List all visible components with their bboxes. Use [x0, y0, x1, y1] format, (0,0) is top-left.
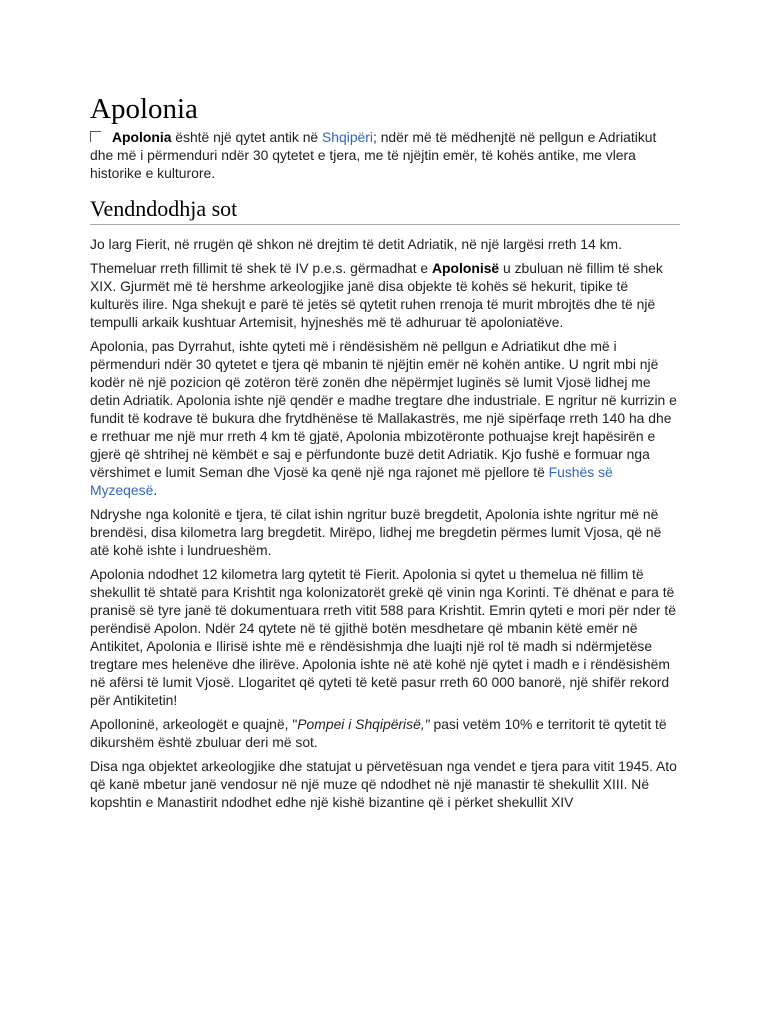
paragraph-5: Apolonia ndodhet 12 kilometra larg qytetit të Fierit. Apolonia si qytet u themelua në fillim të shekullit të shtatë para Krishtit nga kolonizatorët grekë që vinin nga Korinti. Të dhënat e para të pranisë së tyre janë të dokumentuara rreth vitit 588 para Krishtit. Emrin qyteti e mori për nder të perëndisë Apolon. Ndër 24 qytete në të gjithë botën mesdhetare që mbanin këtë emër në Antikitet, Apolonia e Ilirisë ishte më e rëndësishmja dhe luajti një rol të madh si ndërmjetëse tregtare mes helenëve dhe ilirëve. Apolonia ishte në atë kohë një qytet i madh e i rëndësishëm në afërsi të lumit Vjosë. Llogaritet që qyteti të ketë pasur rreth 60 000 banorë, një shifër rekord për Antikitetin!: [90, 566, 676, 708]
p3-text-2: .: [153, 482, 158, 498]
p3-text-1: Apolonia, pas Dyrrahut, ishte qyteti më i rëndësishëm në pellgun e Adriatikut dhe më i përmenduri ndër 30 qytetet e tjera që mbanin të njëjtin emër në kohën antike. U ngrit mbi një kodër në një pozicion që zotëron tërë zonën dhe nëpërmjet luginës së lumit Vjosë lidhej me detin Adriatik. Apolonia ishte një qendër e madhe tregtare dhe industriale. E ngritur në kurrizin e fundit të kodrave të bukura dhe frytdhënëse të Mallakastrës, me një sipërfaqe rreth 140 ha dhe e rrethuar me një mur rreth 4 km të gjatë, Apolonia mbizotëronte pothuajse krejt hapësirën e gjerë që shtrihej në këmbët e saj e përfundonte buzë detit Adriatik. Kjo fushë e formuar nga vërshimet e lumit Seman dhe Vjosë ka qenë një nga rajonet më pjellore të: [90, 338, 677, 480]
broken-image-icon: [90, 131, 101, 142]
p6-text-2: pasi vetëm 10% e territorit të qytetit të dikurshëm është zbuluar deri më sot.: [90, 716, 667, 750]
section-heading: Vendndodhja sot: [90, 196, 680, 225]
intro-paragraph: [90, 128, 680, 182]
p2-text-1: Themeluar rreth fillimit të shek të IV p.e.s. gërmadhat e: [90, 260, 433, 276]
article-content: [90, 92, 680, 817]
intro-text-2: ; ndër më të mëdhenjtë në pellgun e Adriatikut dhe më i përmenduri ndër 30 qytetet e tjera, me të njëjtin emër, të kohës antike, me vlera historike e kulturore.: [90, 129, 657, 181]
paragraph-7: Disa nga objektet arkeologjike dhe statujat u përvetësuan nga vendet e tjera para vitit 1945. Ato që kanë mbetur janë vendosur në një muze që ndodhet në një manastir të shekullit XIII. Në kopshtin e Manastirit ndodhet edhe një kishë bizantine që i përket shekullit XIV: [90, 758, 677, 810]
intro-bold-term: Apolonia: [112, 129, 172, 145]
link-fushes-se-myzeqese[interactable]: Fushës së Myzeqesë: [90, 464, 613, 498]
paragraph-4: Ndryshe nga kolonitë e tjera, të cilat ishin ngritur buzë bregdetit, Apolonia ishte ngritur më në brendësi, disa kilometra larg bregdetit. Mirëpo, lidhej me bregdetin përmes lumit Vjosa, që në atë kohë ishte i lundrueshëm.: [90, 506, 662, 558]
paragraph-1: Jo larg Fierit, në rrugën që shkon në drejtim të detit Adriatik, në një largësi rreth 14 km.: [90, 236, 622, 252]
p6-text-1: Apolloninë, arkeologët e quajnë, ": [90, 716, 298, 732]
paragraph-2: [90, 259, 680, 331]
p6-italic-quote: Pompei i Shqipërisë,": [297, 716, 430, 732]
paragraph-6: [90, 715, 680, 751]
link-shqiperi[interactable]: Shqipëri: [322, 129, 373, 145]
p2-text-2: u zbuluan në fillim të shek XIX. Gjurmët më të hershme arkeologjike janë disa objekte të kohës së hekurit, tipike të kulturës ilire. Nga shekujt e parë të jetës së qytetit ruhen rrenoja të murit mbrojtës dhe të një tempulli arkaik kushtuar Artemisit, hyjneshës më të adhuruar të apoloniatëve.: [90, 260, 663, 330]
intro-text-1: është një qytet antik në: [171, 129, 323, 145]
paragraph-3: [90, 337, 680, 499]
p2-bold-term: Apolonisë: [432, 260, 500, 276]
intro-block: [90, 128, 680, 182]
page-title: Apolonia: [90, 93, 198, 125]
